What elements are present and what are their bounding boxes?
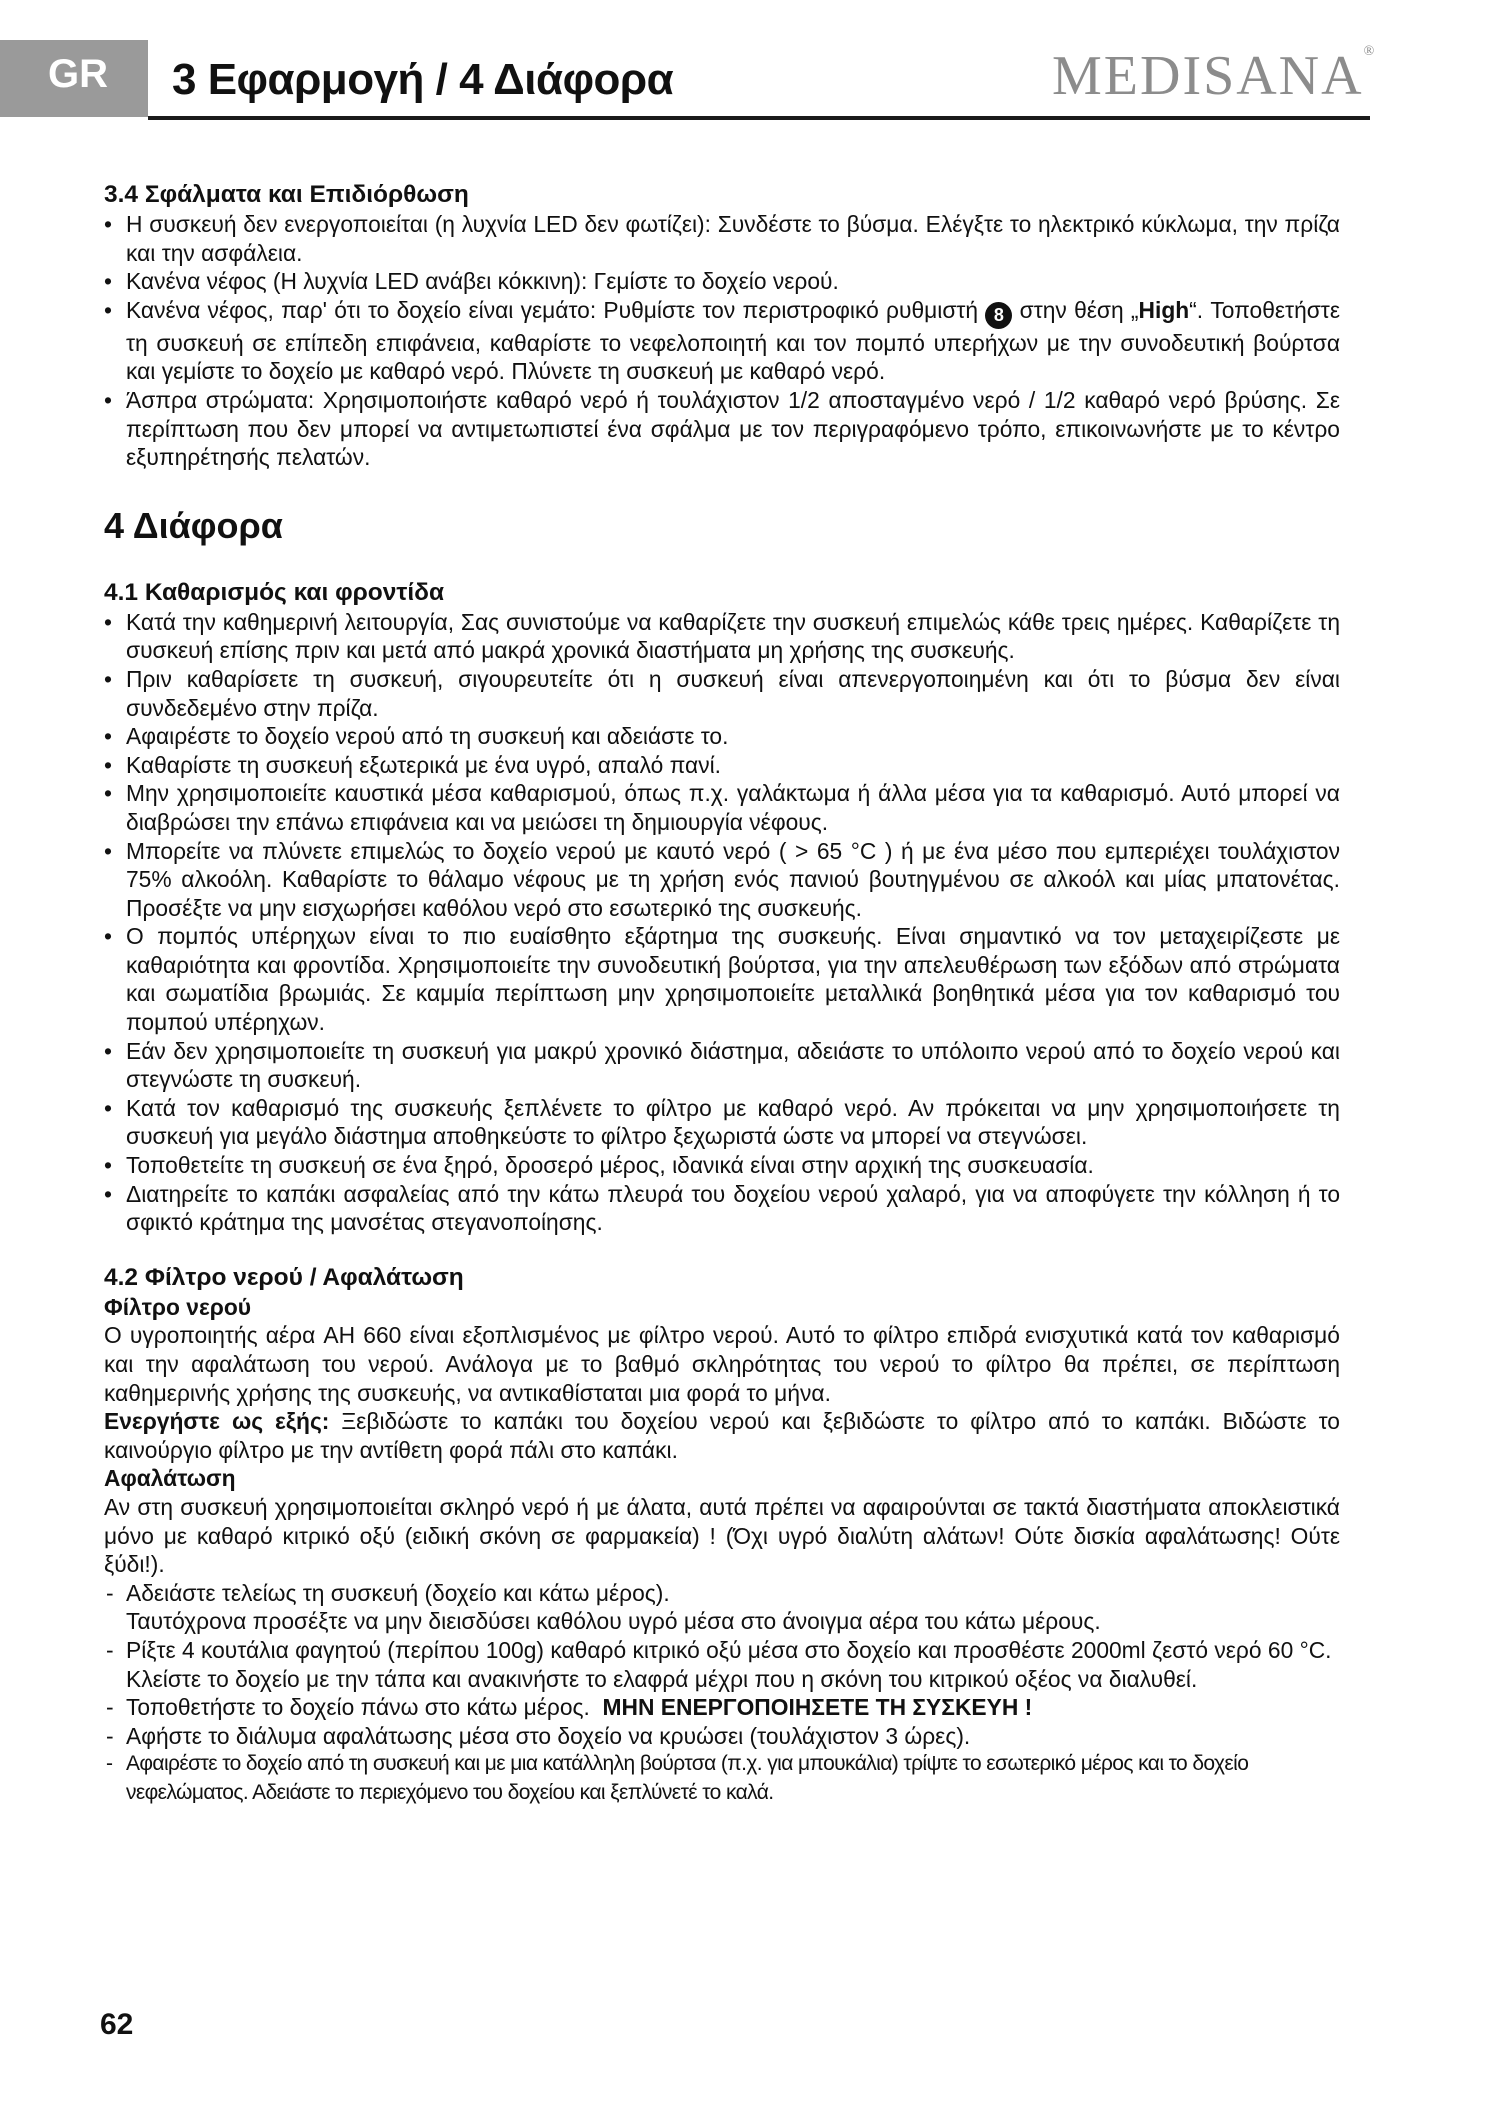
header-divider: [148, 116, 1370, 120]
step-text: - Αδειάστε τελείως τη συσκευή (δοχείο και κάτω μέρος).: [126, 1579, 670, 1606]
water-filter-paragraph: Ο υγροποιητής αέρα AH 660 είναι εξοπλισμένος με φίλτρο νερού. Αυτό το φίλτρο επιδρά ενισχυτικά κατά τον καθαρισμό και την αφαλάτωση του νερού. Ανάλογα με το βαθμό σκληρότητας του νερού το φίλτρο θα πρέπει, σε περίπτωση καθημερινής χρήσης της συσκευής, να αντικαθίσταται μια φορά το μήνα.: [104, 1322, 1340, 1406]
language-code: GR: [48, 52, 108, 96]
step-item: - Αφαιρέστε το δοχείο από τη συσκευή και με μια κατάλληλη βούρτσα (π.χ. για μπουκάλια) τρίψτε το εσωτερικό μέρος και το δοχείο νεφελώματος. Αδειάστε το περιεχόμενο του δοχείου και ξεπλύνετέ το καλά.: [104, 1750, 1340, 1807]
list-item: • Μπορείτε να πλύνετε επιμελώς το δοχείο νερού με καυτό νερό ( > 65 °C ) ή με ένα μέσο που εμπεριέχει τουλάχιστον 75% αλκοόλη. Καθαρίστε το θάλαμο νέφους με τη χρήση ενός πανιού βουτηγμένου σε αλκοόλ και μίας μπατονέτας. Προσέξτε να μην εισχωρήσει καθόλου νερό στο εσωτερικό της συσκευής.: [104, 837, 1340, 923]
instructions-label: Ενεργήστε ως εξής:: [104, 1408, 330, 1435]
list-item: • Διατηρείτε το καπάκι ασφαλείας από την κάτω πλευρά του δοχείου νερού χαλαρό, για να αποφύγετε την κόλληση ή το σφικτό κράτημα της μανσέτας στεγανοποίησης.: [104, 1180, 1340, 1237]
page-content: [104, 180, 1340, 1808]
step-text: Τοποθετήστε το δοχείο πάνω στο κάτω μέρος.: [126, 1694, 590, 1721]
section-4-2-heading: 4.2 Φίλτρο νερού / Αφαλάτωση: [104, 1263, 464, 1291]
step-item: [104, 1579, 1340, 1636]
instructions-text: Ξεβιδώστε το καπάκι του δοχείου νερού και ξεβιδώστε το φίλτρο από το καπάκι. Βιδώστε το καινούργιο φίλτρο με την αντίθετη φορά πάλι στο καπάκι.: [104, 1408, 1340, 1463]
item-text: “. Τοποθετήστε τη συσκευή σε επίπεδη επιφάνεια, καθαρίστε το νεφελοποιητή και τον πομπό υπερήχων με την συνοδευτική βούρτσα και γεμίστε το δοχείο με καθαρό νερό. Πλύνετε τη συσκευή με καθαρό νερό.: [126, 296, 1340, 385]
descaling-paragraph: Αν στη συσκευή χρησιμοποιείται σκληρό νερό ή με άλατα, αυτά πρέπει να αφαιρούνται σε τακτά διαστήματα αποκλειστικά μόνο με καθαρό κιτρικό οξύ (ειδική σκόνη σε φαρμακεία) ! (Όχι υγρό διαλύτη αλάτων! Ούτε δισκία αφαλάτωσης! Ούτε ξύδι!).: [104, 1493, 1340, 1578]
list-item: • Αφαιρέστε το δοχείο νερού από τη συσκευή και αδειάστε το.: [104, 722, 1340, 751]
instructions-paragraph: [104, 1407, 1340, 1464]
page-number: 62: [100, 2008, 134, 2041]
brand-logo: [1052, 44, 1376, 108]
step-item: - Ρίξτε 4 κουτάλια φαγητού (περίπου 100g) καθαρό κιτρικό οξύ μέσα στο δοχείο και προσθέστε 2000ml ζεστό νερό 60 °C. Κλείστε το δοχείο με την τάπα και ανακινήστε το ελαφρά μέχρι που η σκόνη του κιτρικού οξέος να διαλυθεί.: [104, 1636, 1340, 1693]
section-4-heading: 4 Διάφορα: [104, 504, 283, 546]
cleaning-list: [104, 608, 1340, 1237]
list-item: • Πριν καθαρίσετε τη συσκευή, σιγουρευτείτε ότι η συσκευή είναι απενεργοποιημένη και ότι το βύσμα δεν είναι συνδεδεμένο στην πρίζα.: [104, 665, 1340, 722]
warning-text: ΜΗΝ ΕΝΕΡΓΟΠΟΙΗΣΕΤΕ ΤΗ ΣΥΣΚΕΥΗ !: [602, 1694, 1033, 1721]
item-text: Κανένα νέφος, παρ' ότι το δοχείο είναι γεμάτο: Ρυθμίστε τον περιστροφικό ρυθμιστή: [126, 296, 979, 323]
brand-name: MEDISANA: [1052, 45, 1364, 107]
list-item: • Κατά τον καθαρισμό της συσκευής ξεπλένετε το φίλτρο με καθαρό νερό. Αν πρόκειται να μην χρησιμοποιήσετε τη συσκευή για μεγάλο διάστημα αποθηκεύστε το φίλτρο ξεχωριστά ώστε να μπορεί να στεγνώσει.: [104, 1094, 1340, 1151]
step-item: [104, 1693, 1340, 1722]
descaling-subheading: Αφαλάτωση: [104, 1465, 236, 1492]
step-item: - Αφήστε το διάλυμα αφαλάτωσης μέσα στο δοχείο να κρυώσει (τουλάχιστον 3 ώρες).: [104, 1722, 1340, 1751]
list-item: • Μην χρησιμοποιείτε καυστικά μέσα καθαρισμού, όπως π.χ. γαλάκτωμα ή άλλα μέσα για τα καθαρισμό. Αυτό μπορεί να διαβρώσει την επάνω επιφάνεια και να μειώσει τη δημιουργία νέφους.: [104, 779, 1340, 836]
section-3-4-heading: 3.4 Σφάλματα και Επιδιόρθωση: [104, 181, 469, 208]
section-4-1-heading: 4.1 Καθαρισμός και φροντίδα: [104, 578, 445, 606]
list-item: • Κατά την καθημερινή λειτουργία, Σας συνιστούμε να καθαρίζετε την συσκευή επιμελώς κάθε τρεις ημέρες. Καθαρίζετε τη συσκευή επίσης πριν και μετά από μακρά χρονικά διαστήματα μη χρήσης της συσκευής.: [104, 608, 1340, 665]
registered-mark: ®: [1363, 44, 1377, 59]
step-text: Ταυτόχρονα προσέξτε να μην διεισδύσει καθόλου υγρό μέσα στο άνοιγμα αέρα του κάτω μέρους.: [126, 1608, 1101, 1635]
list-item: • Καθαρίστε τη συσκευή εξωτερικά με ένα υγρό, απαλό πανί.: [104, 751, 1340, 780]
setting-name: High: [1138, 296, 1190, 323]
control-number-icon: 8: [985, 302, 1012, 329]
list-item: • Άσπρα στρώματα: Χρησιμοποιήστε καθαρό νερό ή τουλάχιστον 1/2 αποσταγμένο νερό / 1/2 καθαρό νερό βρύσης. Σε περίπτωση που δεν μπορεί να αντιμετωπιστεί ένα σφάλμα με τον περιγραφόμενο τρόπο, επικοινωνήστε με το κέντρο εξυπηρέτησής πελατών.: [104, 386, 1340, 472]
list-item: • Η συσκευή δεν ενεργοποιείται (η λυχνία LED δεν φωτίζει): Συνδέστε το βύσμα. Ελέγξτε το ηλεκτρικό κύκλωμα, την πρίζα και την ασφάλεια.: [104, 210, 1340, 267]
language-tab: [0, 40, 148, 117]
list-item: • Εάν δεν χρησιμοποιείτε τη συσκευή για μακρύ χρονικό διάστημα, αδειάστε το υπόλοιπο νερού από το δοχείο νερού και στεγνώστε τη συσκευή.: [104, 1037, 1340, 1094]
troubleshooting-list: [104, 210, 1340, 472]
list-item: • Κανένα νέφος (Η λυχνία LED ανάβει κόκκινη): Γεμίστε το δοχείο νερού.: [104, 267, 1340, 296]
descaling-steps: [104, 1579, 1340, 1808]
page-title: 3 Εφαρμογή / 4 Διάφορα: [172, 55, 674, 104]
water-filter-subheading: Φίλτρο νερού: [104, 1293, 252, 1320]
list-item: • Ο πομπός υπέρηχων είναι το πιο ευαίσθητο εξάρτημα της συσκευής. Είναι σημαντικό να τον μεταχειρίζεστε με καθαριότητα και φροντίδα. Χρησιμοποιείτε την συνοδευτική βούρτσα, για την απελευθέρωση των εξόδων από στρώματα και σωματίδια βρωμιάς. Σε καμμία περίπτωση μην χρησιμοποιείτε μεταλλικά βοηθητικά μέσα για τον καθαρισμό του πομπού υπέρηχων.: [104, 922, 1340, 1036]
list-item: [104, 296, 1340, 386]
item-text: στην θέση „: [1019, 296, 1139, 323]
list-item: • Τοποθετείτε τη συσκευή σε ένα ξηρό, δροσερό μέρος, ιδανικά είναι στην αρχική της συσκευασία.: [104, 1151, 1340, 1180]
